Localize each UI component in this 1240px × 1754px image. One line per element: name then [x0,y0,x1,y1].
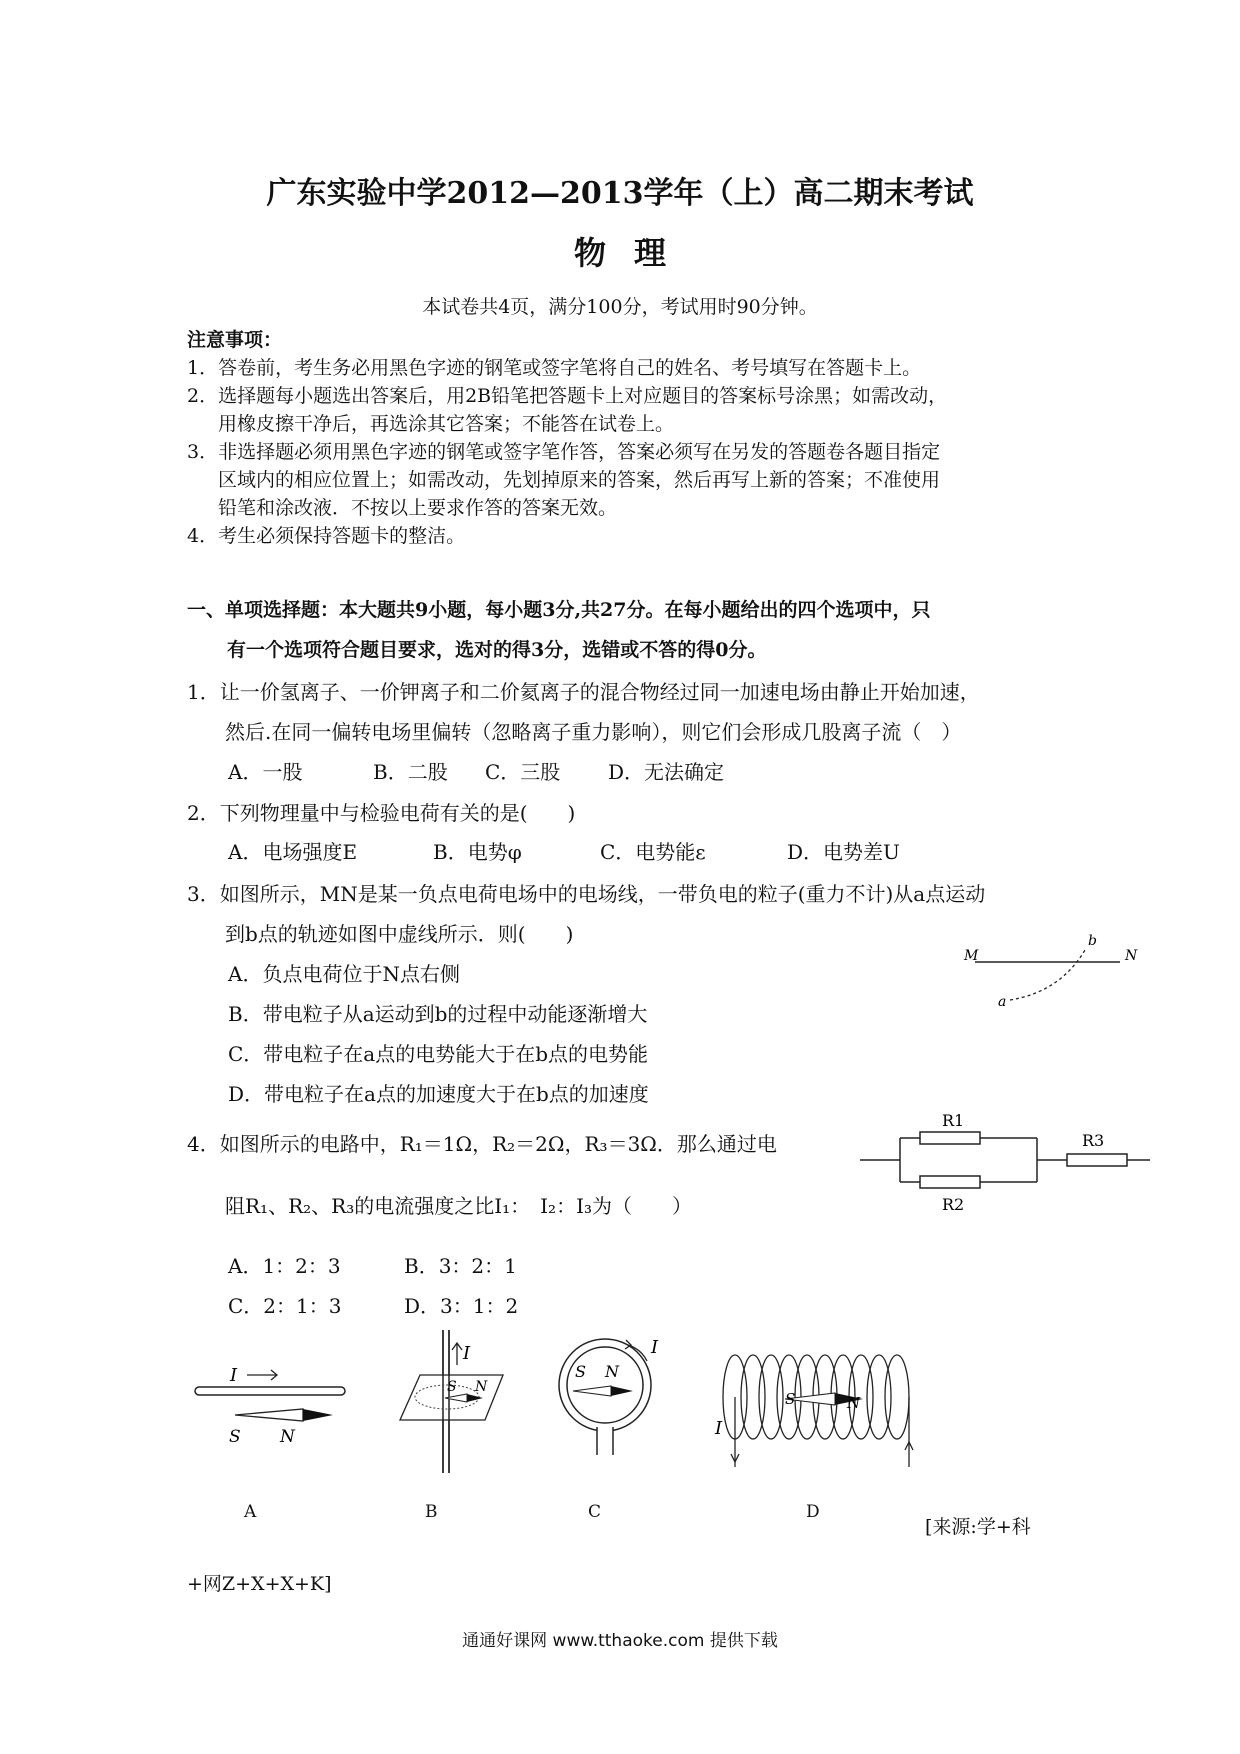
resistor-r1 [920,1132,980,1144]
page-footer: 通通好课网 www.tthaoke.com 提供下载 [462,1631,778,1651]
needle-north [303,1409,333,1421]
label-n: N [1125,948,1138,964]
question-3-option-b: B．带电粒子从a运动到b的过程中动能逐渐增大 [228,1002,648,1026]
question-4-stem-cont: 阻R₁、R₂、R₃的电流强度之比I₁： I₂：I₃为（ ） [225,1194,692,1218]
question-3-stem-cont: 到b点的轨迹如图中虚线所示．则( ) [225,922,574,946]
loop-inner [567,1347,643,1423]
label-n: N [475,1379,488,1395]
question-4-option-c: C．2：1：3 [228,1294,342,1318]
straight-wire [195,1387,345,1395]
section-heading-cont: 有一个选项符合题目要求，选对的得3分，选错或不答的得0分。 [227,639,767,661]
circuit-figure [860,1110,1152,1220]
needle-north [611,1386,633,1396]
label-r2: R2 [942,1195,965,1214]
current-label: I [651,1337,659,1358]
question-1-stem: 1．让一价氢离子、一价钾离子和二价氦离子的混合物经过同一加速电场由静止开始加速， [187,680,980,704]
notice-heading: 注意事项： [187,329,283,351]
label-s: S [447,1379,457,1395]
source-note: [来源:学+科 [925,1516,1031,1538]
label-s: S [575,1362,586,1381]
question-1-stem-cont: 然后.在同一偏转电场里偏转（忽略离子重力影响），则它们会形成几股离子流（ ） [225,720,962,744]
label-m: M [964,948,979,964]
figure-label-c: C [588,1502,602,1522]
notice-item: 4．考生必须保持答题卡的整洁。 [187,525,466,547]
question-2-option-a: A．电场强度E [228,840,358,864]
current-arrow-icon [247,1370,277,1380]
notice-item: 用橡皮擦干净后，再选涂其它答案；不能答在试卷上。 [218,413,675,435]
current-label: I [715,1418,723,1439]
current-label: I [463,1343,471,1364]
question-1-option-b: B．二股 [373,760,448,784]
question-1-option-c: C．三股 [485,760,561,784]
label-n: N [847,1394,861,1412]
resistor-r3 [1067,1154,1127,1166]
exam-title: 广东实验中学2012—2013学年（上）高二期末考试 [266,176,974,211]
question-3-option-d: D．带电粒子在a点的加速度大于在b点的加速度 [228,1082,649,1106]
label-s: S [785,1390,796,1408]
notice-item: 3．非选择题必须用黑色字迹的钢笔或签字笔作答，答案必须写在另发的答题卷各题目指定 [187,441,941,463]
field-line-figure [960,930,1140,1010]
notice-item: 1．答卷前，考生务必用黑色字迹的钢笔或签字笔将自己的姓名、考号填写在答题卡上。 [187,357,922,379]
label-r3: R3 [1082,1131,1105,1150]
label-b: b [1088,933,1097,949]
label-r1: R1 [942,1111,965,1130]
exam-info: 本试卷共4页，满分100分，考试用时90分钟。 [422,296,818,318]
current-label: I [230,1365,238,1386]
question-2-stem: 2．下列物理量中与检验电荷有关的是( ) [187,801,576,825]
label-n: N [280,1427,295,1445]
question-4-option-b: B．3：2：1 [404,1254,517,1278]
question-4-option-a: A．1：2：3 [228,1254,341,1278]
figure-a-straight-wire [185,1335,355,1445]
needle-south [235,1409,303,1421]
question-1-option-a: A．一股 [228,760,303,784]
question-2-option-d: D．电势差U [787,840,900,864]
section-heading: 一、单项选择题：本大题共9小题，每小题3分,共27分。在每小题给出的四个选项中，只 [187,599,931,621]
resistor-r2 [920,1176,980,1188]
figure-b-vertical-wire [375,1325,515,1475]
needle-south [573,1386,611,1396]
label-n: N [605,1362,619,1381]
question-3-option-c: C．带电粒子在a点的电势能大于在b点的电势能 [228,1042,649,1066]
question-1-option-d: D．无法确定 [608,760,725,784]
notice-item: 2．选择题每小题选出答案后，用2B铅笔把答题卡上对应题目的答案标号涂黑；如需改动， [187,385,948,407]
source-note-cont: +网Z+X+X+K] [187,1573,332,1595]
question-4-stem: 4．如图所示的电路中，R₁＝1Ω，R₂＝2Ω，R₃＝3Ω．那么通过电 [187,1132,777,1156]
figure-label-a: A [244,1502,257,1522]
subject-title: 物理 [573,234,694,272]
trajectory-dashed [1010,950,1085,1000]
current-arrow-icon [452,1343,462,1365]
question-4-option-d: D．3：1：2 [404,1294,519,1318]
figure-label-d: D [806,1502,820,1522]
loop-outer [559,1339,651,1431]
notice-item: 区域内的相应位置上；如需改动，先划掉原来的答案，然后再写上新的答案；不准使用 [218,469,941,491]
question-3-stem: 3．如图所示，MN是某一负点电荷电场中的电场线，一带负电的粒子(重力不计)从a点运动 [187,882,986,906]
question-3-option-a: A．负点电荷位于N点右侧 [228,962,460,986]
figure-c-loop [533,1335,693,1455]
figure-label-b: B [425,1502,438,1522]
question-2-option-b: B．电势φ [433,840,522,864]
figure-d-solenoid [695,1342,925,1472]
question-2-option-c: C．电势能ε [600,840,706,864]
notice-item: 铅笔和涂改液．不按以上要求作答的答案无效。 [218,497,618,519]
label-s: S [229,1427,241,1445]
label-a: a [998,994,1007,1010]
